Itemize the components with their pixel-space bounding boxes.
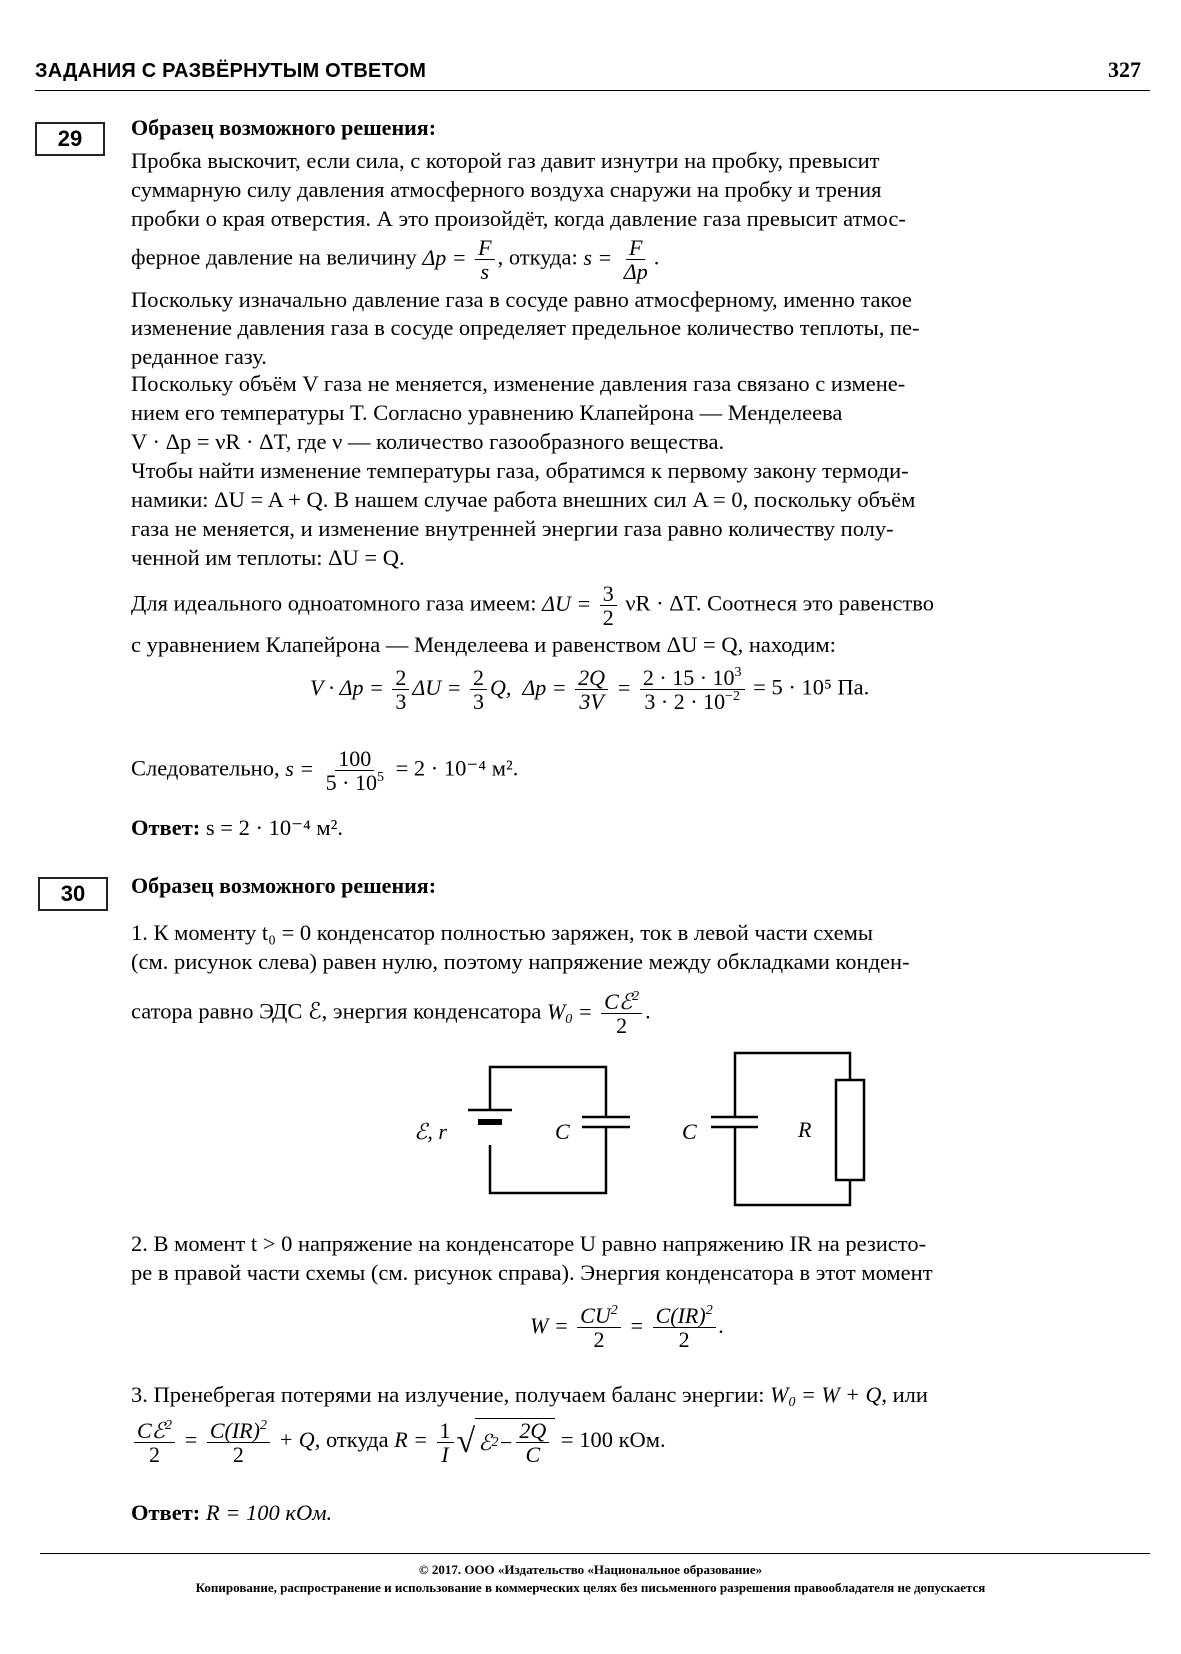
task-30-answer: Ответ: R = 100 кОм.: [131, 1500, 333, 1525]
task-29-p1-line1: Пробка выскочит, если сила, с которой газ давит изнутри на пробку, превысит: [131, 148, 880, 173]
task-29-p2-line1: Поскольку изначально давление газа в сосуде равно атмосферному, именно такое: [131, 287, 912, 312]
formula-w: W = $\frac{CU^2}{2}$ = $\frac{C(IR)^2}{2}$ .: [530, 1303, 725, 1353]
footer-divider: [40, 1553, 1150, 1554]
fig-right-res-label: R: [798, 1117, 812, 1142]
circuit-diagrams: [400, 1045, 890, 1215]
task-30-s2-line1: 2. В момент t > 0 напряжение на конденсаторе U равно напряжению IR на резисто-: [131, 1231, 927, 1256]
task-30-s2-line2: ре в правой части схемы (см. рисунок справа). Энергия конденсатора в этот момент: [131, 1260, 933, 1285]
task-29-p3-line2: нием его температуры T. Согласно уравнению Клапейрона — Менделеева: [131, 400, 843, 425]
formula-v-dp-chain: V · Δp = $\frac{2}{3}$ ΔU = $\frac{2}{3}$ Q, Δp = $\frac{2Q}{3V}$ = $\frac{2 \cdot 15 \cdot 10^3}{3 \cdot 2 \cdot 10^{-2}}$ = 5 · 10⁵ Па.: [310, 665, 870, 715]
formula-s-f-over-dp: s = $\frac{F}{\Delta p}$: [583, 235, 648, 285]
task-29-p5-line2: с уравнением Клапейрона — Менделеева и равенством ΔU = Q, находим:: [131, 632, 836, 657]
task-30-s1-line2: (см. рисунок слева) равен нулю, поэтому напряжение между обкладками конден-: [131, 949, 910, 974]
task-30-s1-line3: сатора равно ЭДС ℰ, энергия конденсатора $W_0$ = $\frac{Cℰ^2}{2}$ .: [131, 989, 651, 1039]
task-29-heading: Образец возможного решения:: [131, 115, 437, 140]
fig-right-cap-label: C: [682, 1119, 697, 1144]
task-29-p2-line3: реданное газу.: [131, 344, 267, 369]
task-30-s1-line1: 1. К моменту t₀ = 0 конденсатор полностью заряжен, ток в левой части схемы: [131, 920, 873, 945]
task-30-s3-line2: $\frac{Cℰ^2}{2}$ = $\frac{C(IR)^2}{2}$ + Q, откуда R = $\frac{1}{I}$ √ ℰ 2 − $\frac{2Q}{C}$ = 100 кОм.: [131, 1418, 666, 1466]
task-29-p2-line2: изменение давления газа в сосуде определяет предельное количество теплоты, пе-: [131, 315, 920, 340]
resistor: [836, 1080, 864, 1180]
task-30-s3-line1: 3. Пренебрегая потерями на излучение, получаем баланс энергии: $W_0 = W + Q$, или: [131, 1382, 928, 1410]
task-29-p4-line2: намики: ΔU = A + Q. В нашем случае работа внешних сил A = 0, поскольку объём: [131, 487, 916, 512]
footer-copyright: © 2017. ООО «Издательство «Национальное образование»: [418, 1562, 763, 1577]
formula-du-3-2: ΔU = $\frac{3}{2}$: [542, 591, 620, 616]
task-29-p1-line2: суммарную силу давления атмосферного воздуха снаружи на пробку и трения: [131, 177, 882, 202]
task-29-p3-line1: Поскольку объём V газа не меняется, изменение давления газа связано с измене-: [131, 371, 906, 396]
task-29-p3-line3: V · Δp = νR · ΔT, где ν — количество газообразного вещества.: [131, 429, 725, 454]
task-29-p4-line1: Чтобы найти изменение температуры газа, обратимся к первому закону термоди-: [131, 458, 909, 483]
page-number: 327: [1108, 57, 1141, 82]
formula-dp-f-over-s: Δp = $\frac{F}{s}$: [422, 245, 497, 270]
fig-left-cap-label: C: [555, 1119, 570, 1144]
task-29-p6: Следовательно, s = $\frac{100}{5 \cdot 10^5}$ = 2 · 10⁻⁴ м².: [131, 746, 519, 796]
task-29-p1-line3: пробки о края отверстия. А это произойдёт, когда давление газа превысит атмос-: [131, 206, 906, 231]
task-29-p4-line4: ченной им теплоты: ΔU = Q.: [131, 545, 405, 570]
task-30-number: 30: [38, 877, 108, 911]
fig-left-source-label: ℰ, r: [414, 1119, 447, 1144]
section-title: ЗАДАНИЯ С РАЗВЁРНУТЫМ ОТВЕТОМ: [35, 60, 427, 82]
task-29-p1-line4: ферное давление на величину Δp = $\frac{F}{s}$ , откуда: s = $\frac{F}{\Delta p}$ .: [131, 235, 660, 285]
header-divider: [35, 90, 1150, 91]
task-29-p5-line1: Для идеального одноатомного газа имеем: ΔU = $\frac{3}{2}$ νR · ΔT. Соотнеся это равенство: [131, 581, 935, 631]
task-29-p4-line3: газа не меняется, и изменение внутренней энергии газа равно количеству полу-: [131, 516, 894, 541]
formula-w0: $W_0$ = $\frac{Cℰ^2}{2}$: [547, 999, 645, 1024]
task-29-number: 29: [35, 122, 105, 156]
task-29-answer: Ответ: s = 2 · 10⁻⁴ м².: [131, 815, 344, 840]
right-circuit: [711, 1053, 864, 1205]
left-circuit: [468, 1067, 630, 1193]
footer-notice: Копирование, распространение и использование в коммерческих целях без письменного разрешения правообладателя не допускается: [195, 1580, 986, 1595]
task-30-heading: Образец возможного решения:: [131, 873, 437, 898]
